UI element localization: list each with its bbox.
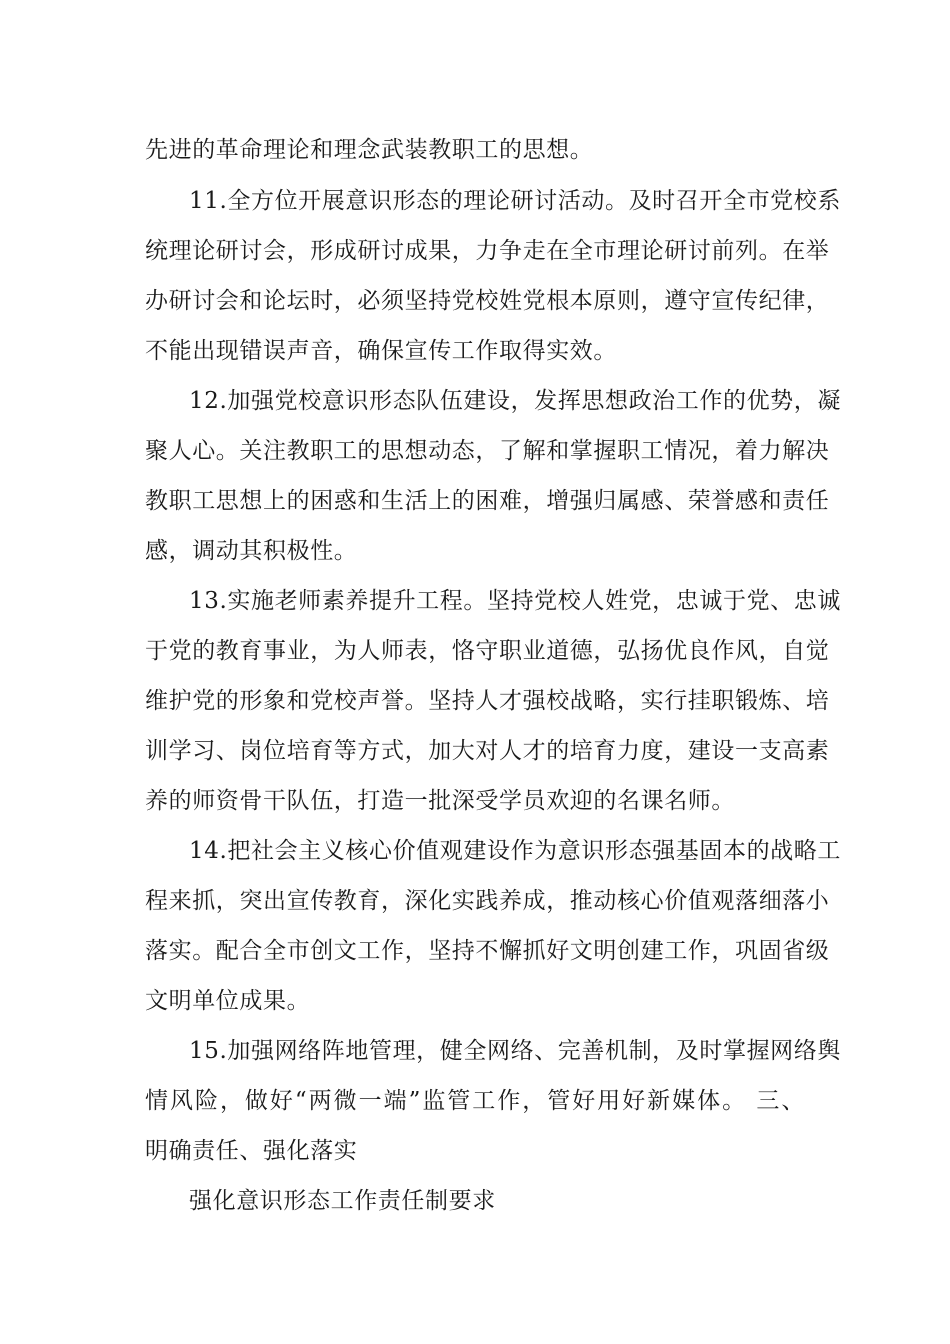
section-heading: 明确责任、强化落实 [145, 1138, 358, 1164]
text-line: 先进的革命理论和理念武装教职工的思想。 [145, 137, 594, 163]
text-line: 养的师资骨干队伍，打造一批深受学员欢迎的名课名师。 [145, 788, 735, 814]
paragraph-14-line-1: 14.把社会主义核心价值观建设作为意识形态强基固本的战略工 [189, 838, 841, 864]
text-line: 办研讨会和论坛时，必须坚持党校姓党根本原则，遵守宣传纪律， [145, 288, 830, 314]
text-line: 教职工思想上的困惑和生活上的困难，增强归属感、荣誉感和责任 [145, 488, 830, 514]
text-line: 感，调动其积极性。 [145, 538, 358, 564]
text-line: 不能出现错误声音，确保宣传工作取得实效。 [145, 338, 617, 364]
text-line: 训学习、岗位培育等方式，加大对人才的培育力度，建设一支高素 [145, 738, 830, 764]
text-line: 文明单位成果。 [145, 988, 311, 1014]
paragraph-12-line-1: 12.加强党校意识形态队伍建设，发挥思想政治工作的优势，凝 [189, 388, 841, 414]
text-line: 情风险，做好“两微一端”监管工作，管好用好新媒体。 三、 [145, 1088, 805, 1114]
text-line: 统理论研讨会，形成研讨成果，力争走在全市理论研讨前列。在举 [145, 238, 830, 264]
paragraph-15-line-1: 15.加强网络阵地管理，健全网络、完善机制，及时掌握网络舆 [189, 1038, 841, 1064]
paragraph-11-line-1: 11.全方位开展意识形态的理论研讨活动。及时召开全市党校系 [189, 188, 841, 214]
paragraph-13-line-1: 13.实施老师素养提升工程。坚持党校人姓党，忠诚于党、忠诚 [189, 588, 841, 614]
subsection-heading: 强化意识形态工作责任制要求 [189, 1188, 496, 1214]
text-line: 落实。配合全市创文工作，坚持不懈抓好文明创建工作，巩固省级 [145, 938, 830, 964]
text-line: 程来抓，突出宣传教育，深化实践养成，推动核心价值观落细落小 [145, 888, 830, 914]
text-line: 聚人心。关注教职工的思想动态，了解和掌握职工情况，着力解决 [145, 438, 830, 464]
text-line: 于党的教育事业，为人师表，恪守职业道德，弘扬优良作风，自觉 [145, 638, 830, 664]
text-line: 维护党的形象和党校声誉。坚持人才强校战略，实行挂职锻炼、培 [145, 688, 830, 714]
